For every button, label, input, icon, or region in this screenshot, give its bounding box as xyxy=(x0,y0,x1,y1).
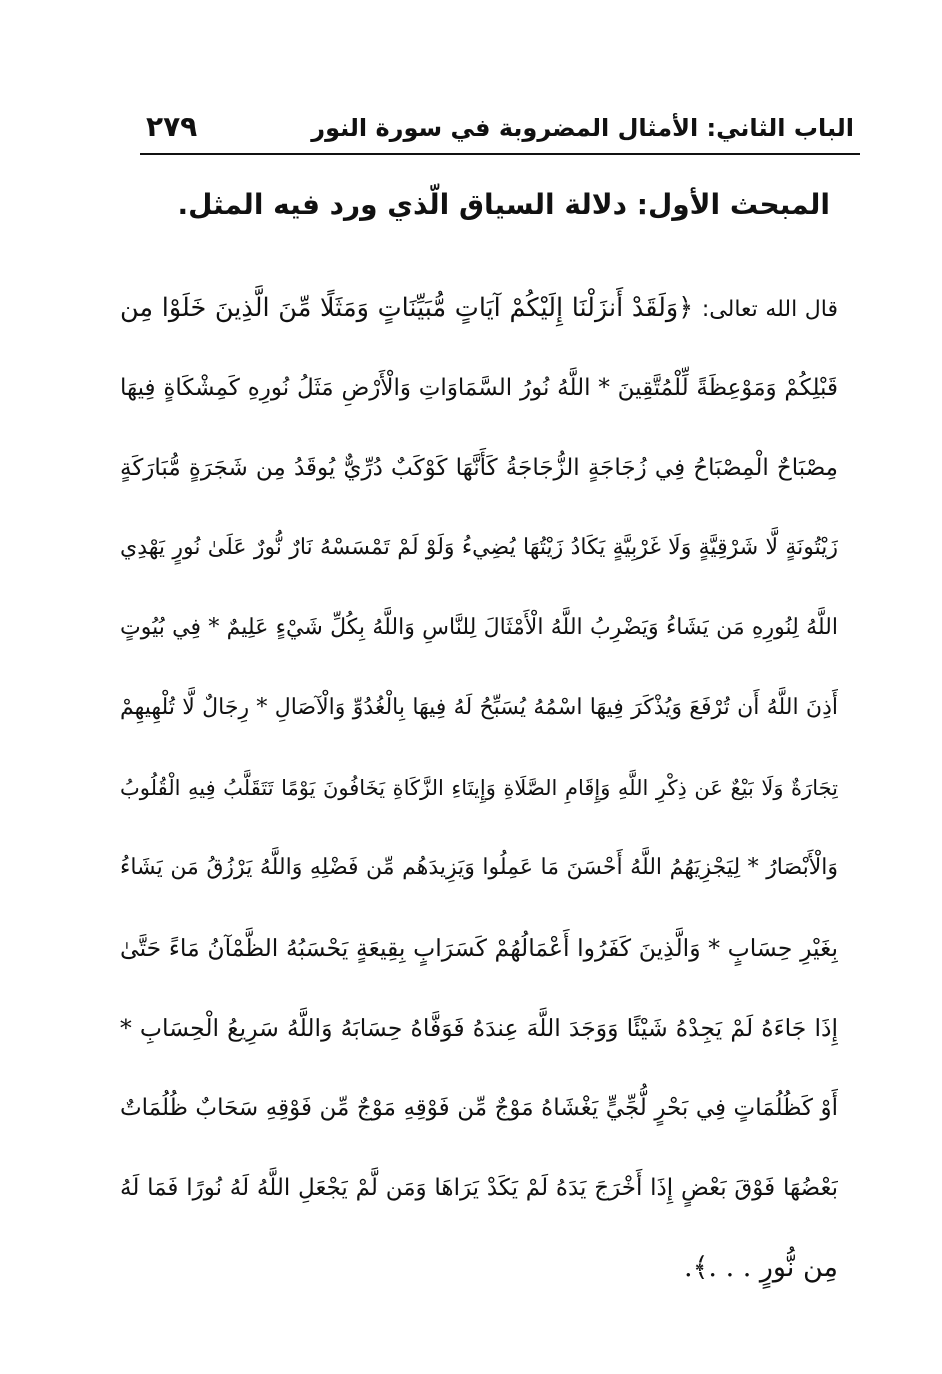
verse-line: تِجَارَةٌ وَلَا بَيْعٌ عَن ذِكْرِ اللَّهِ وَإِقَامِ الصَّلَاةِ وَإِيتَاءِ الزَّكَاةِ يَخَافُونَ يَوْمًا تَتَقَلَّبُ فِيهِ الْقُلُوبُ xyxy=(120,776,838,800)
verse-line: أَذِنَ اللَّهُ أَن تُرْفَعَ وَيُذْكَرَ فِيهَا اسْمُهُ يُسَبِّحُ لَهُ فِيهَا بِالْغُدُوِّ وَالْآصَالِ * رِجَالٌ لَّا تُلْهِيهِمْ xyxy=(120,695,838,720)
verse-line xyxy=(120,268,838,348)
verse-intro: قال الله تعالى: xyxy=(701,297,838,322)
verse-line: قَبْلِكُمْ وَمَوْعِظَةً لِّلْمُتَّقِينَ * اللَّهُ نُورُ السَّمَاوَاتِ وَالْأَرْضِ مَثَلُ نُورِهِ كَمِشْكَاةٍ فِيهَا xyxy=(120,375,838,401)
header-divider xyxy=(140,153,860,155)
verse-line: بَعْضُهَا فَوْقَ بَعْضٍ إِذَا أَخْرَجَ يَدَهُ لَمْ يَكَدْ يَرَاهَا وَمَن لَّمْ يَجْعَلِ اللَّهُ لَهُ نُورًا فَمَا لَهُ xyxy=(120,1175,838,1201)
verse-line-last: مِن نُّورٍ . . .﴾. xyxy=(684,1252,838,1283)
verse-text: ﴿وَلَقَدْ أَنزَلْنَا إِلَيْكُمْ آيَاتٍ مُّبَيِّنَاتٍ وَمَثَلًا مِّنَ الَّذِينَ خَلَوْا مِن xyxy=(120,293,694,323)
verse-line: اللَّهُ لِنُورِهِ مَن يَشَاءُ وَيَضْرِبُ اللَّهُ الْأَمْثَالَ لِلنَّاسِ وَاللَّهُ بِكُلِّ شَيْءٍ عَلِيمٌ * فِي بُيُوتٍ xyxy=(120,615,838,640)
verse-line: وَالْأَبْصَارُ * لِيَجْزِيَهُمُ اللَّهُ أَحْسَنَ مَا عَمِلُوا وَيَزِيدَهُم مِّن فَضْلِهِ وَاللَّهُ يَرْزُقُ مَن يَشَاءُ xyxy=(120,855,838,880)
verse-line: مِصْبَاحٌ الْمِصْبَاحُ فِي زُجَاجَةٍ الزُّجَاجَةُ كَأَنَّهَا كَوْكَبٌ دُرِّيٌّ يُوقَدُ مِن شَجَرَةٍ مُّبَارَكَةٍ xyxy=(120,455,838,481)
section-heading: المبحث الأول: دلالة السياق الّذي ورد فيه المثل. xyxy=(177,188,830,221)
verse-line: بِغَيْرِ حِسَابٍ * وَالَّذِينَ كَفَرُوا أَعْمَالُهُمْ كَسَرَابٍ بِقِيعَةٍ يَحْسَبُهُ الظَّمْآنُ مَاءً حَتَّىٰ xyxy=(120,934,838,962)
verse-line: زَيْتُونَةٍ لَّا شَرْقِيَّةٍ وَلَا غَرْبِيَّةٍ يَكَادُ زَيْتُهَا يُضِيءُ وَلَوْ لَمْ تَمْسَسْهُ نَارٌ نُّورٌ عَلَىٰ نُورٍ يَهْدِي xyxy=(120,535,838,560)
verse-body xyxy=(120,268,838,1308)
running-header xyxy=(140,108,860,156)
chapter-title: الباب الثاني: الأمثال المضروبة في سورة النور xyxy=(311,114,854,142)
page-number: ٢٧٩ xyxy=(146,110,198,143)
verse-line: أَوْ كَظُلُمَاتٍ فِي بَحْرٍ لُّجِّيٍّ يَغْشَاهُ مَوْجٌ مِّن فَوْقِهِ مَوْجٌ مِّن فَوْقِهِ سَحَابٌ ظُلُمَاتٌ xyxy=(120,1095,838,1121)
verse-line: إِذَا جَاءَهُ لَمْ يَجِدْهُ شَيْئًا وَوَجَدَ اللَّهَ عِندَهُ فَوَفَّاهُ حِسَابَهُ وَاللَّهُ سَرِيعُ الْحِسَابِ * xyxy=(120,1014,838,1042)
